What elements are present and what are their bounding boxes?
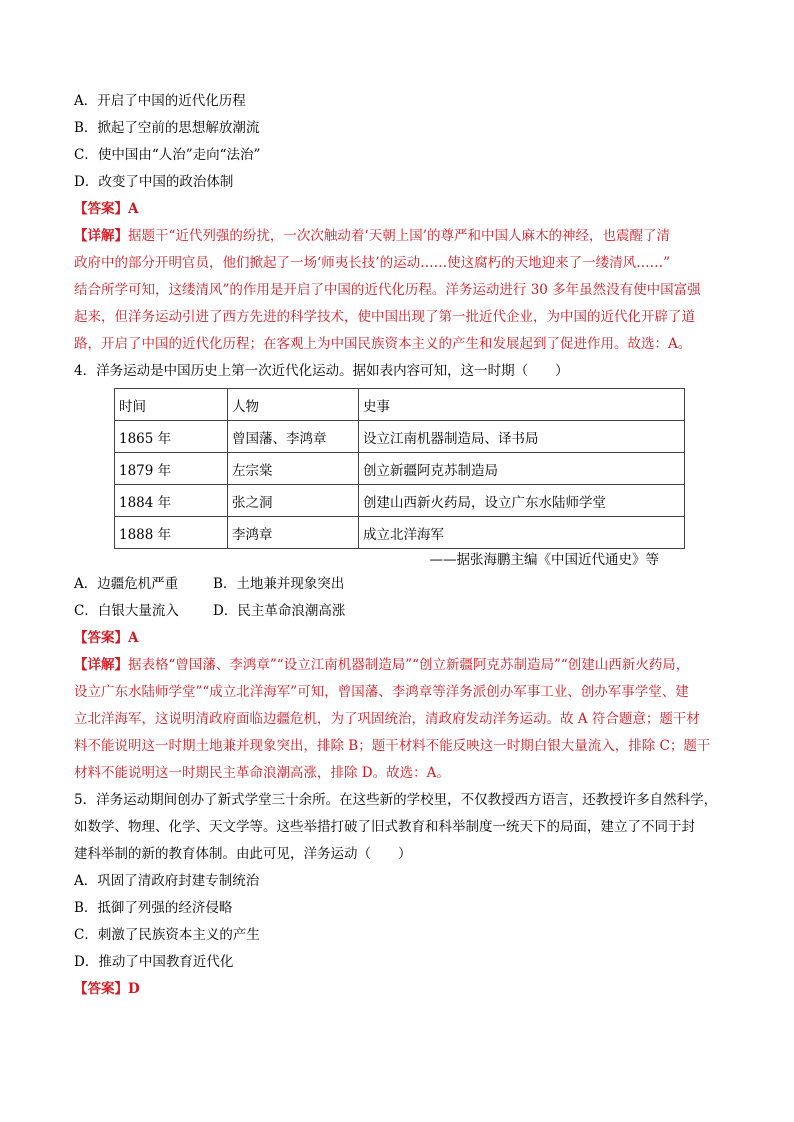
table-cell: 创建山西新火药局，设立广东水陆师学堂 xyxy=(359,485,685,517)
q4-options-row xyxy=(74,571,724,598)
q4-stem: 4．洋务运动是中国历史上第一次近代化运动。据如表内容可知，这一时期（ ） xyxy=(74,363,569,379)
q4-answer xyxy=(74,625,724,652)
q4-option-a: A．边疆危机严重 xyxy=(74,576,179,592)
q4-explain-line: 立北洋海军，这说明清政府面临边疆危机，为了巩固统治，清政府发动洋务运动。故 A 符合题意；题干材 xyxy=(74,711,700,727)
q3-explain-line: 路，开启了中国的近代化历程；在客观上为中国民族资本主义的产生和发展起到了促进作用。故选：A。 xyxy=(74,336,692,352)
q5-stem-line: 如数学、物理、化学、天文学等。这些举措打破了旧式教育和科举制度一统天下的局面，建立了不同于封 xyxy=(74,819,695,835)
table-header-cell: 史事 xyxy=(359,389,685,421)
q4-option-d: D．民主革命浪潮高涨 xyxy=(213,603,346,619)
q3-explain-label: 【详解】 xyxy=(74,228,128,244)
table-cell: 1865 年 xyxy=(115,421,228,453)
table-cell: 张之洞 xyxy=(228,485,359,517)
q5-stem-line: 5．洋务运动期间创办了新式学堂三十余所。在这些新的学校里，不仅教授西方语言，还教授许多自然科学， xyxy=(74,792,718,808)
table-cell: 曾国藩、李鸿章 xyxy=(228,421,359,453)
q4-explain-line: 材料不能说明这一时期民主革命浪潮高涨，排除 D。故选：A。 xyxy=(74,765,450,781)
q5-answer xyxy=(74,976,724,1003)
q3-option-a: A．开启了中国的近代化历程 xyxy=(74,93,246,109)
q3-answer xyxy=(74,196,724,223)
q5-option-d: D．推动了中国教育近代化 xyxy=(74,954,234,970)
table-cell: 李鸿章 xyxy=(228,517,359,549)
q4-explain-line: 设立广东水陆师学堂”“成立北洋海军”可知，曾国藩、李鸿章等洋务派创办军事工业、创办军事学堂、建 xyxy=(74,684,689,700)
q5-answer-value: D xyxy=(128,981,140,997)
table-cell: 1888 年 xyxy=(115,517,228,549)
q5-option-b: B．抵御了列强的经济侵略 xyxy=(74,900,233,916)
q4-explain-line: 据表格“曾国藩、李鸿章”“设立江南机器制造局”“创立新疆阿克苏制造局”“创建山西新火药局， xyxy=(128,657,690,673)
q5-option-c: C．刺激了民族资本主义的产生 xyxy=(74,927,260,943)
q4-option-c: C．白银大量流入 xyxy=(74,603,179,619)
table-cell: 1879 年 xyxy=(115,453,228,485)
q4-options-row xyxy=(74,598,724,625)
q3-explain-line: 政府中的部分开明官员，他们掀起了一场‘师夷长技’的运动……使这腐朽的天地迎来了一缕清风……” xyxy=(74,255,670,271)
q3-option-b: B．掀起了空前的思想解放潮流 xyxy=(74,120,260,136)
q3-answer-value: A xyxy=(128,201,139,217)
q5-answer-label: 【答案】 xyxy=(74,981,128,997)
table-row xyxy=(115,453,685,485)
q4-explain-label: 【详解】 xyxy=(74,657,128,673)
q4-option-b: B．土地兼并现象突出 xyxy=(213,576,345,592)
table-row xyxy=(115,421,685,453)
table-cell: 左宗棠 xyxy=(228,453,359,485)
q3-explain-line: 结合所学可知，这缕清风”的作用是开启了中国的近代化历程。洋务运动进行 30 多年虽然没有使中国富强 xyxy=(74,282,701,298)
q5-option-a: A．巩固了清政府封建专制统治 xyxy=(74,873,260,889)
q4-explanation xyxy=(74,652,724,787)
table-cell: 1884 年 xyxy=(115,485,228,517)
q3-options xyxy=(74,88,724,196)
table-header-row xyxy=(115,389,685,421)
table-source: ——据张海鹏主编《中国近代通史》等 xyxy=(429,552,659,568)
q4-answer-value: A xyxy=(128,630,139,646)
q3-option-d: D．改变了中国的政治体制 xyxy=(74,174,234,190)
q3-explain-line: 起来，但洋务运动引进了西方先进的科学技术，使中国出现了第一批近代企业，为中国的近代化开辟了道 xyxy=(74,309,695,325)
table-row xyxy=(115,485,685,517)
table-header-cell: 时间 xyxy=(115,389,228,421)
q5-options xyxy=(74,868,724,976)
q5-stem-line: 建科举制的新的教育体制。由此可见，洋务运动（ ） xyxy=(74,846,412,862)
q3-explain-line: 据题干“近代列强的纷扰，一次次触动着‘天朝上国’的尊严和中国人麻木的神经，也震醒了清 xyxy=(128,228,670,244)
table-row xyxy=(115,517,685,549)
q5-stem xyxy=(74,787,724,868)
table-cell: 设立江南机器制造局、译书局 xyxy=(359,421,685,453)
table-header-cell: 人物 xyxy=(228,389,359,421)
table-cell: 创立新疆阿克苏制造局 xyxy=(359,453,685,485)
q3-explanation xyxy=(74,223,724,358)
document-page xyxy=(74,88,724,1003)
q3-option-c: C．使中国由“人治”走向“法治” xyxy=(74,147,261,163)
q4-answer-label: 【答案】 xyxy=(74,630,128,646)
history-table xyxy=(114,388,685,549)
q4-explain-line: 料不能说明这一时期土地兼并现象突出，排除 B；题干材料不能反映这一时期白银大量流入，排除 C；题干 xyxy=(74,738,711,754)
table-cell: 成立北洋海军 xyxy=(359,517,685,549)
q3-answer-label: 【答案】 xyxy=(74,201,128,217)
